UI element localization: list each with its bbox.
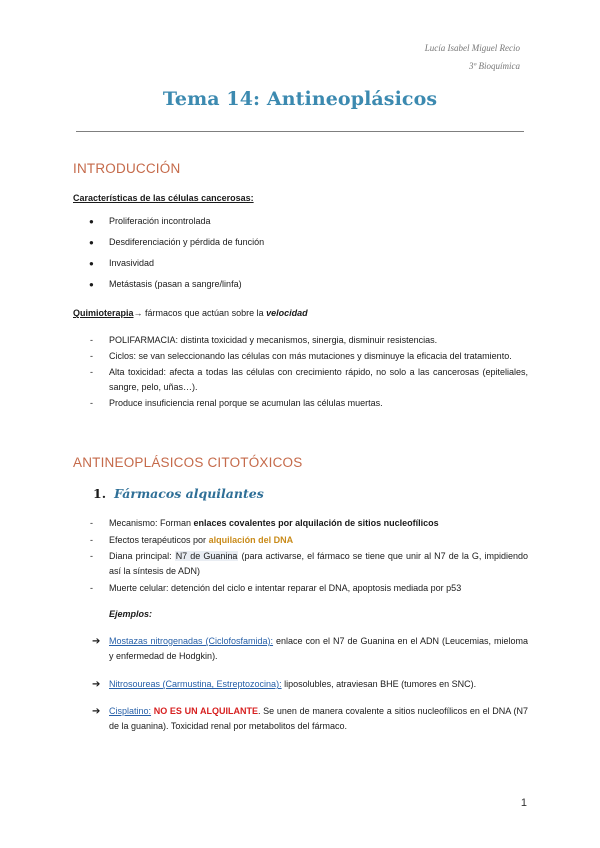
example-item-mostazas: [92, 634, 528, 664]
section-heading-citotoxicos: ANTINEOPLÁSICOS CITOTÓXICOS: [73, 455, 303, 470]
quimioterapia-definition: [73, 308, 308, 318]
course-name: 3º Bioquímica: [468, 61, 520, 71]
list-item: - Muerte celular: detención del ciclo e intentar reparar el DNA, apoptosis mediada por p53: [92, 581, 528, 596]
mecanismo-bold: enlaces covalentes por alquilación de sitios nucleofílicos: [193, 518, 439, 528]
subsection-number: 1.: [93, 486, 107, 501]
arrow-symbol: →: [133, 308, 143, 318]
cisplatino-text: . Se unen de manera covalente a sitios nucleofílicos en el DNA (N7 de la guanina). Toxicidad renal por metabolitos del fármaco.: [109, 706, 528, 731]
arrow-right-icon: ➔: [92, 679, 101, 690]
efectos-highlight: alquilación del DNA: [208, 534, 294, 545]
arrow-right-icon: ➔: [92, 636, 101, 647]
efectos-text: Efectos terapéuticos por: [109, 534, 209, 545]
diana-highlight: N7 de Guanina: [175, 551, 238, 561]
mostazas-link[interactable]: Mostazas nitrogenadas (Ciclofosfamida):: [109, 636, 274, 646]
list-item: ● Proliferación incontrolada: [92, 214, 512, 235]
alquilantes-points: [92, 516, 528, 597]
example-item-nitrosoureas: [92, 677, 528, 692]
header-author-block: [425, 39, 520, 75]
section-heading-introduccion: INTRODUCCIÓN: [73, 161, 181, 176]
features-list: [92, 214, 512, 298]
mecanismo-text: Mecanismo: Forman: [109, 518, 194, 528]
list-item: ● Metástasis (pasan a sangre/linfa): [92, 277, 512, 298]
list-item: ● Desdiferenciación y pérdida de función: [92, 235, 512, 256]
cisplatino-link[interactable]: Cisplatino:: [109, 706, 152, 716]
quimioterapia-points: [92, 333, 528, 412]
ejemplos-label: Ejemplos:: [109, 609, 153, 619]
cisplatino-warning: NO ES UN ALQUILANTE: [151, 706, 258, 716]
page-title: Tema 14: Antineoplásicos: [162, 88, 438, 110]
page-number: 1: [520, 797, 527, 809]
nitrosoureas-link[interactable]: Nitrosoureas (Carmustina, Estreptozocina):: [109, 679, 282, 689]
list-item: - Alta toxicidad: afecta a todas las células con crecimiento rápido, no solo a las cancerosas (epiteliales, sangre, pelo, uñas…).: [92, 365, 528, 395]
diana-text: Diana principal:: [109, 551, 175, 561]
list-item: [92, 516, 528, 531]
mostazas-text: enlace con el N7 de Guanina en el ADN (Leucemias, mieloma y enfermedad de Hodgkin).: [109, 636, 528, 661]
nitrosoureas-text: liposolubles, atraviesan BHE (tumores en SNC).: [281, 679, 477, 689]
list-item: - Ciclos: se van seleccionando las células con más mutaciones y disminuye la eficacia del tratamiento.: [92, 349, 528, 364]
diana-detail: (para activarse, el fármaco se tiene que unir al N7 de la G, impidiendo así la síntesis de ADN): [109, 551, 528, 576]
list-item: ● Invasividad: [92, 256, 512, 277]
author-name: Lucía Isabel Miguel Recio: [424, 43, 520, 53]
subsection-title: Fármacos alquilantes: [114, 486, 264, 501]
title-divider: [76, 131, 524, 132]
arrow-right-icon: ➔: [92, 706, 101, 717]
subsection-heading-alquilantes: [93, 486, 264, 501]
example-item-cisplatino: [92, 704, 528, 734]
features-label: Características de las células cancerosas:: [73, 193, 254, 203]
list-item: [92, 549, 528, 579]
list-item: - POLIFARMACIA: distinta toxicidad y mecanismos, sinergia, disminuir resistencias.: [92, 333, 528, 348]
emphasis-velocidad: velocidad: [266, 308, 308, 318]
quimioterapia-label: Quimioterapia: [73, 308, 134, 318]
list-item: - Produce insuficiencia renal porque se acumulan las células muertas.: [92, 396, 528, 411]
list-item: [92, 533, 528, 548]
quimioterapia-text: fármacos que actúan sobre la: [142, 308, 267, 318]
